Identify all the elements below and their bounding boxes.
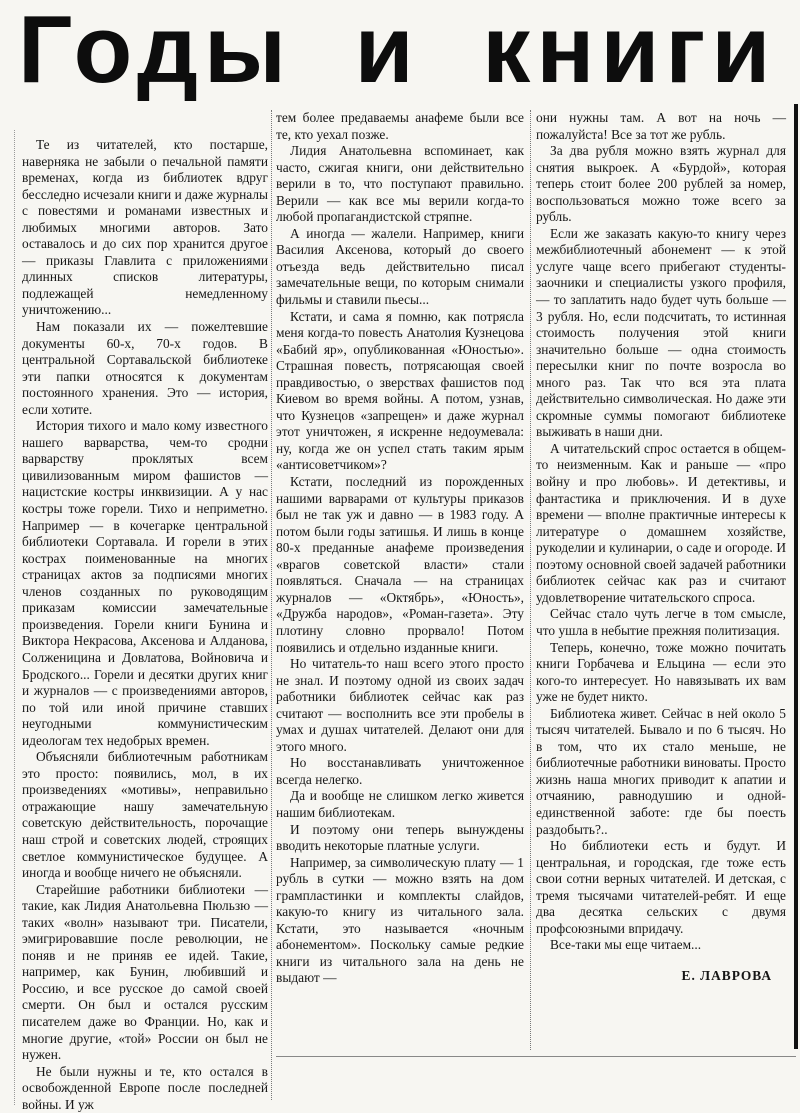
column-divider bbox=[530, 110, 531, 1050]
article-column-2 bbox=[276, 110, 524, 987]
paragraph: Но восстанавливать уничтоженное всегда нелегко. bbox=[276, 755, 524, 787]
paragraph: Старейшие работники библиотеки — такие, как Лидия Анатольевна Пюльзю — таких «волн» называют три. Писатели, эмигрировавшие после революции, не поняв и не приняв ее идей. Такие, например, как Бунин, любивший и Россию, и все русское до самой своей смерти. Он был и остался русским писателем даже во Франции. Но, как и многие другие, «той» России он был не нужен. bbox=[22, 881, 268, 1063]
paragraph: А иногда — жалели. Например, книги Василия Аксенова, который до своего отъезда ведь действительно писал замечательные вещи, по которым снимали фильмы и ставили пьесы... bbox=[276, 225, 524, 308]
paragraph: Но библиотеки есть и будут. И центральная, и городская, где тоже есть свои сотни верных читателей. И детская, с тремя тысячами читателей-ребят. И еще два десятка сельских с двумя профсоюзными впридачу. bbox=[536, 838, 786, 936]
bottom-rule bbox=[276, 1056, 796, 1057]
paragraph: За два рубля можно взять журнал для снятия выкроек. А «Бурдой», которая теперь стоит более 200 рублей за номер, воспользоваться можно тоже всего за рубль. bbox=[536, 143, 786, 225]
paragraph: Нам показали их — пожелтевшие документы 60-х, 70-х годов. В центральной Сортавальской библиотеке эти папки относятся к документам постоянного хранения. Это — история, если хотите. bbox=[22, 319, 268, 417]
paragraph: Все-таки мы еще читаем... bbox=[550, 937, 702, 953]
paragraph: Кстати, последний из порожденных нашими варварами от культуры приказов был не так уж и давно — в 1983 году. А потом были годы затишья. И лишь в конце 80-х преданные анафеме произведения «врагов советской власти» стали появляться. Сначала — на страницах журналов — «Октябрь», «Юность», «Дружба народов», «Роман-газета». Эту плотину словно прорвало! Потом появились и отдельно изданные книги. bbox=[276, 474, 524, 655]
paragraph: тем более предаваемы анафеме были все те, кто уехал позже. bbox=[276, 110, 524, 142]
paragraph: Лидия Анатольевна вспоминает, как часто, сжигая книги, они действительно верили в то, что поступают правильно. Верили — как все мы верили когда-то любой пропагандистской стряпне. bbox=[276, 143, 524, 225]
paragraph: Те из читателей, кто постарше, наверняка не забыли о печальной памяти временах, когда из библиотек вдруг бесследно исчезали книги и даже журналы с повестями и романами известных и любимых многими авторов. Зато оставалось и до сих пор хранится другое — приказы Главлита с приложениями длинных списков литературы, подлежащей немедленному уничтожению... bbox=[22, 137, 268, 318]
paragraph: Библиотека живет. Сейчас в ней около 5 тысяч читателей. Бывало и по 6 тысяч. Но в том, что их стало меньше, не библиотечные работники виноваты. Просто жизнь наша многих приводит к апатии и отчаянию, равнодушию и одной-единственной заботе: где бы поесть раздобыть?.. bbox=[536, 705, 786, 837]
paragraph: Теперь, конечно, тоже можно почитать книги Горбачева и Ельцина — если это кого-то интересует. Но навязывать их вам уже не будет никто. bbox=[536, 639, 786, 705]
article-title: Годы и книги bbox=[18, 0, 777, 103]
paragraph: И поэтому они теперь вынуждены вводить некоторые платные услуги. bbox=[276, 821, 524, 854]
paragraph: История тихого и мало кому известного нашего варварства, чем-то сродни варварству проклятых всем цивилизованным миром фашистов — нацистские костры инквизиции. А у нас костры тоже горели. Тихо и неприметно. Например — в кочегарке центральной библиотеки Сортавала. И горели в этих кострах поименованные на многих страницах актов за подписями многих членов созданных по руководящим приказам комиссии замечательные произведения. Горели книги Бунина и Виктора Некрасова, Аксенова и Алданова, Солженицина и Довлатова, Войновича и Бродского... Горели и десятки других книг и журналов — с произведениями авторов, по той или иной причине ставших неугодными коммунистическим идеологам тех недобрых времен. bbox=[22, 418, 268, 748]
paragraph: они нужны там. А вот на ночь — пожалуйста! Все за тот же рубль. bbox=[536, 110, 786, 142]
column-divider bbox=[271, 110, 272, 1100]
paragraph: Но читатель-то наш всего этого просто не знал. И поэтому одной из своих задач работники библиотек сейчас как раз считают — восполнить все эти пробелы в умах и душах читателей. Делают они для этого много. bbox=[276, 656, 524, 754]
paragraph: Кстати, и сама я помню, как потрясла меня когда-то повесть Анатолия Кузнецова «Бабий яр», опубликованная «Юностью». Страшная повесть, потрясающая своей правдивостью, о зверствах фашистов под Киевом во время войны. А потом, узнав, что Кузнецов «запрещен» и даже журнал этот уничтожен, я искренне недоумевала: ну, когда же он успел стать таким ярым «антисоветчиком»? bbox=[276, 308, 524, 473]
border-rule bbox=[794, 104, 798, 1049]
paragraph: А читательский спрос остается в общем-то неизменным. Как и раньше — «про войну и про любовь». И детективы, и фантастика и приключения. И в духе времени — вполне практичные интересы к литературе о домашнем хозяйстве, рукоделии и кулинарии, о саде и огороде. И поэтому основной своей задачей работники библиотек сейчас как раз и считают удовлетворение читательского спроса. bbox=[536, 440, 786, 605]
article-column-1 bbox=[22, 137, 268, 1113]
article-column-3 bbox=[536, 110, 786, 984]
paragraph: Например, за символическую плату — 1 рубль в сутки — можно взять на дом грампластинки и комплекты слайдов, какую-то книгу из читального зала. Кстати, это называется «ночным абонементом». Поскольку самые редкие книги из читального зала на день не выдают — bbox=[276, 854, 524, 986]
column-divider bbox=[14, 130, 15, 1105]
paragraph: Да и вообще не слишком легко живется нашим библиотекам. bbox=[276, 788, 524, 820]
paragraph: Сейчас стало чуть легче в том смысле, что ушла в небытие прежняя политизация. bbox=[536, 606, 786, 638]
paragraph: Объясняли библиотечным работникам это просто: появились, мол, в их произведениях «мотивы», неправильно отражающие нашу замечательную советскую действительность, порочащие наш строй и советских людей, строящих светлое коммунистическое будущее. А иногда и вообще ничего не объясняли. bbox=[22, 749, 268, 881]
author-signature: Е. ЛАВРОВА bbox=[681, 967, 772, 983]
paragraph: Не были нужны и те, кто остался в освобожденной Европе после последней войны. И уж bbox=[22, 1063, 268, 1112]
paragraph: Если же заказать какую-то книгу через межбиблиотечный абонемент — к этой услуге чаще всего прибегают студенты-заочники и специалисты узкого профиля, — то заплатить надо будет чуть больше — 3 рубля. Но, если подсчитать, то истинная стоимость получения этой книги значительно больше — одна стоимость пересылки книг по почте возросла во много раз. Так что вся эта плата действительно символическая. Но даже эти скромные суммы помогают библиотеке выживать в наши дни. bbox=[536, 225, 786, 440]
